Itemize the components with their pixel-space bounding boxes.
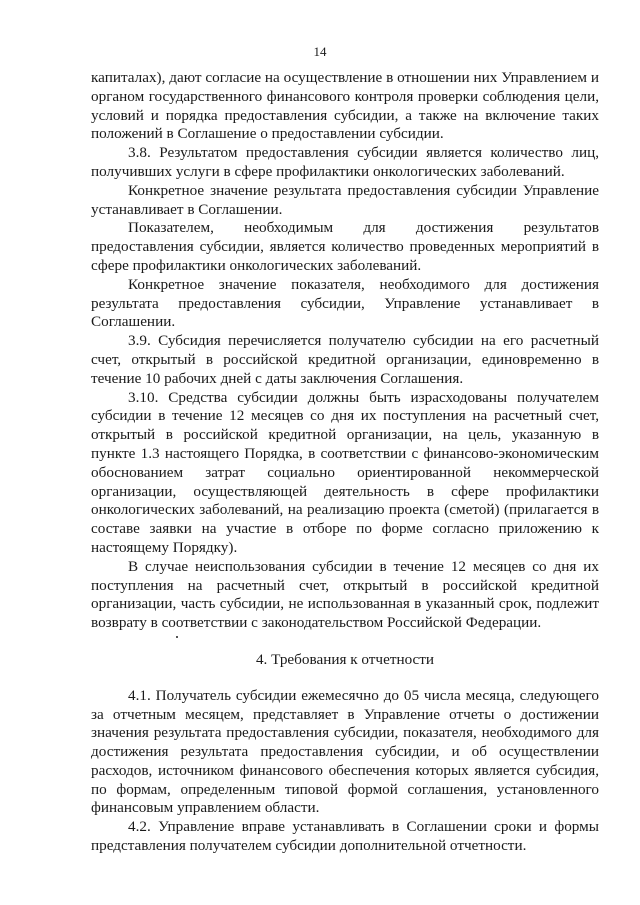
paragraph [91,69,599,144]
paragraph-line: 3.8. Результатом предоставления субсидии является количество лиц, [128,144,599,162]
paragraph-line: предоставления субсидии, является количество проведенных мероприятий в [91,238,599,256]
paragraph-line: представления получателем субсидии дополнительной отчетности. [91,837,527,855]
paragraph-line: расходов, источником финансового обеспечения которых является субсидия, [91,761,599,779]
paragraph-line: устанавливает в Соглашении. [91,200,283,218]
paragraph [91,182,599,220]
paragraph-line: положений в Соглашение о предоставлении субсидии. [91,125,444,143]
paragraph-line: пункте 1.3 настоящего Порядка, в соответствии с финансово-экономическим [91,444,599,462]
paragraph-line: значения результата предоставления субсидии, показателя, необходимого для [91,724,599,742]
paragraph-line: течение 10 рабочих дней с даты заключения Соглашения. [91,369,464,387]
paragraph-line: финансовым управлением области. [91,799,320,817]
paragraph-line: обоснованием затрат социально ориентированной некоммерческой [91,463,599,481]
paragraph-line: поступления на расчетный счет, открытый в российской кредитной [91,576,599,594]
paragraph-line: по формам, определенным типовой формой соглашения, установленного [91,780,599,798]
paragraph-line: В случае неиспользования субсидии в течение 12 месяцев со дня их [128,557,599,575]
paragraph-line: достижения результата предоставления субсидии, и об осуществлении [91,743,599,761]
paragraph-line: 3.10. Средства субсидии должны быть израсходованы получателем [128,388,599,406]
paragraph-line: возврату в соответствии с законодательством Российской Федерации. [91,614,542,632]
document-body [91,69,599,856]
paragraph [91,219,599,275]
paragraph-line: Соглашении. [91,313,176,331]
paragraph-line: составе заявки на участие в отборе по форме согласно приложению к [91,520,599,538]
paragraph [91,332,599,388]
paragraph-line: настоящему Порядку). [91,538,238,556]
paragraph [91,558,599,633]
paragraph [91,144,599,182]
paragraph-line: 4.1. Получатель субсидии ежемесячно до 05 числа месяца, следующего [128,686,599,704]
paragraph [91,276,599,332]
paragraph-line: Конкретное значение показателя, необходимого для достижения [128,275,599,293]
paragraph-line: за отчетным месяцем, представляет в Управление отчеты о достижении [91,705,599,723]
paragraph [91,687,599,819]
paragraph-line: 4.2. Управление вправе устанавливать в Соглашении сроки и формы [128,818,599,836]
paragraph-line: онкологических заболеваний, на реализацию проекта (сметой) (прилагается в [91,501,599,519]
paragraph-line: организации, часть субсидии, не использованная в указанный срок, подлежит [91,595,599,613]
paragraph [91,818,599,856]
paragraph-line: открытый в российской кредитной организации, на цель, указанную в [91,426,599,444]
paragraph-line: капиталах), дают согласие на осуществление в отношении них Управлением и [91,69,599,86]
section-heading: 4. Требования к отчетности [255,650,435,668]
paragraph-line: сфере профилактики онкологических заболеваний. [91,256,422,274]
paragraph-line: счет, открытый в российской кредитной организации, единовременно в [91,350,599,368]
paragraph [91,389,599,558]
paragraph-line: 3.9. Субсидия перечисляется получателю субсидии на его расчетный [128,332,599,350]
page-number: 14 [313,44,327,59]
paragraph-line: органом государственного финансового контроля проверки соблюдения цели, [91,87,599,105]
paragraph-line: Показателем, необходимым для достижения результатов [128,219,599,237]
paragraph-line: субсидии в течение 12 месяцев со дня их поступления на расчетный счет, [91,407,599,425]
paragraph-line: условий и порядка предоставления субсидии, а также на включение таких [91,106,599,124]
paragraph-line: получивших услуги в сфере профилактики онкологических заболеваний. [91,162,565,180]
paragraph-line: организации, осуществляющей деятельность в сфере профилактики [91,482,599,500]
paragraph-line: результата предоставления субсидии, Управление устанавливает в [91,294,599,312]
paragraph-line: Конкретное значение результата предоставления субсидии Управление [128,181,599,199]
